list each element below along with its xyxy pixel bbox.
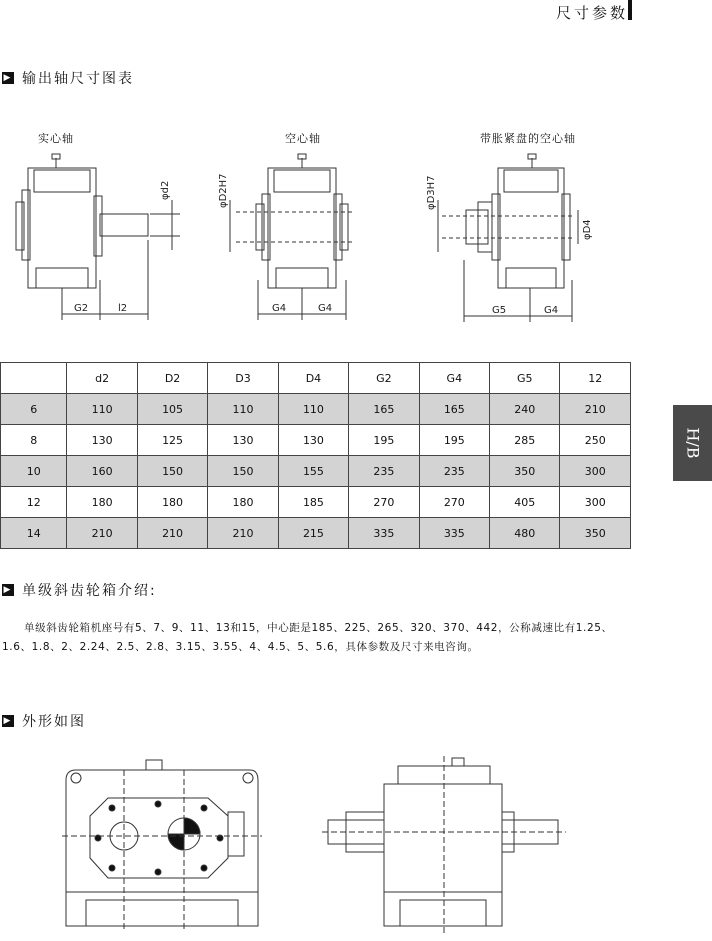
caption-solid-shaft: 实心轴: [38, 132, 74, 145]
table-cell: 240: [490, 394, 560, 425]
arrow-right-icon: ▶: [3, 716, 13, 726]
table-cell: 130: [208, 425, 278, 456]
table-cell: 185: [278, 487, 348, 518]
side-tab-label: H/B: [683, 427, 702, 459]
table-cell: 350: [560, 518, 631, 549]
section-output-shaft: [2, 68, 134, 88]
table-cell: 250: [560, 425, 631, 456]
table-cell: 300: [560, 456, 631, 487]
table-cell: 110: [208, 394, 278, 425]
table-cell: 210: [560, 394, 631, 425]
table-cell: 335: [349, 518, 419, 549]
header-bar: [628, 0, 632, 20]
table-cell: 285: [490, 425, 560, 456]
label-D4: φD4: [582, 219, 593, 240]
table-cell: 180: [137, 487, 207, 518]
table-cell: 110: [67, 394, 137, 425]
table-cell: 180: [208, 487, 278, 518]
table-header-row: [1, 363, 631, 394]
section-outline: [2, 711, 86, 731]
section-title: 单级斜齿轮箱介绍:: [22, 583, 157, 599]
label-d2: φd2: [160, 180, 171, 200]
gearbox-outline-drawings: [0, 750, 640, 941]
table-cell: 480: [490, 518, 560, 549]
side-tab: [673, 405, 712, 481]
table-header-cell: D3: [208, 363, 278, 394]
arrow-right-icon: ▶: [3, 73, 13, 83]
arrow-right-icon: ▶: [3, 585, 13, 595]
shaft-dimension-drawings: [0, 130, 640, 330]
table-cell: 235: [349, 456, 419, 487]
intro-paragraph: 单级斜齿轮箱机座号有5、7、9、11、13和15，中心距是185、225、265、320、370、442，公称减速比有1.25、1.6、1.8、2、2.24、2.5、2.8、3.15、3.55、4、4.5、5、5.6，具体参数及尺寸来电咨询。: [2, 622, 613, 653]
label-D2H7: φD2H7: [218, 173, 229, 208]
table-cell: 150: [137, 456, 207, 487]
table-cell: 350: [490, 456, 560, 487]
table-cell: 6: [1, 394, 67, 425]
table-cell: 165: [419, 394, 489, 425]
table-header-cell: G5: [490, 363, 560, 394]
solid-shaft-drawing: [16, 154, 180, 320]
table-cell: 235: [419, 456, 489, 487]
table-cell: 160: [67, 456, 137, 487]
table-cell: 155: [278, 456, 348, 487]
table-cell: 335: [419, 518, 489, 549]
table-row: [1, 518, 631, 549]
gearbox-side-view: [322, 756, 566, 936]
table-cell: 8: [1, 425, 67, 456]
section-intro: [2, 580, 157, 600]
label-D3H7: φD3H7: [426, 175, 437, 210]
table-cell: 12: [1, 487, 67, 518]
table-header-cell: G2: [349, 363, 419, 394]
table-header-cell: D4: [278, 363, 348, 394]
table-cell: 150: [208, 456, 278, 487]
page-header-title: 尺寸参数: [555, 4, 628, 22]
table-cell: 180: [67, 487, 137, 518]
table-cell: 405: [490, 487, 560, 518]
table-cell: 270: [349, 487, 419, 518]
table-cell: 14: [1, 518, 67, 549]
hollow-shaft-drawing: [230, 154, 352, 320]
table-cell: 130: [278, 425, 348, 456]
table-header-cell: d2: [67, 363, 137, 394]
label-l2: l2: [118, 303, 128, 314]
table-cell: 10: [1, 456, 67, 487]
table-cell: 210: [208, 518, 278, 549]
gearbox-front-view: [62, 760, 262, 930]
table-cell: 210: [67, 518, 137, 549]
table-cell: 195: [419, 425, 489, 456]
table-cell: 130: [67, 425, 137, 456]
dimension-table: [0, 362, 631, 549]
section-title: 外形如图: [22, 714, 86, 730]
table-header-cell: 12: [560, 363, 631, 394]
table-row: [1, 425, 631, 456]
table-row: [1, 394, 631, 425]
shrink-disk-drawing: [438, 154, 578, 322]
table-cell: 215: [278, 518, 348, 549]
table-row: [1, 456, 631, 487]
caption-shrink-disk-shaft: 带胀紧盘的空心轴: [480, 132, 576, 145]
label-g4-left: G4: [272, 303, 287, 314]
caption-hollow-shaft: 空心轴: [285, 132, 321, 145]
table-cell: 125: [137, 425, 207, 456]
label-g2: G2: [74, 303, 89, 314]
table-cell: 270: [419, 487, 489, 518]
table-cell: 195: [349, 425, 419, 456]
table-cell: 110: [278, 394, 348, 425]
table-cell: 300: [560, 487, 631, 518]
label-g5: G5: [492, 305, 507, 316]
label-g4-3: G4: [544, 305, 559, 316]
table-header-cell: D2: [137, 363, 207, 394]
table-cell: 165: [349, 394, 419, 425]
label-g4-right: G4: [318, 303, 333, 314]
table-cell: 105: [137, 394, 207, 425]
table-cell: 210: [137, 518, 207, 549]
table-row: [1, 487, 631, 518]
table-header-cell: [1, 363, 67, 394]
table-header-cell: G4: [419, 363, 489, 394]
section-title: 输出轴尺寸图表: [22, 71, 134, 87]
